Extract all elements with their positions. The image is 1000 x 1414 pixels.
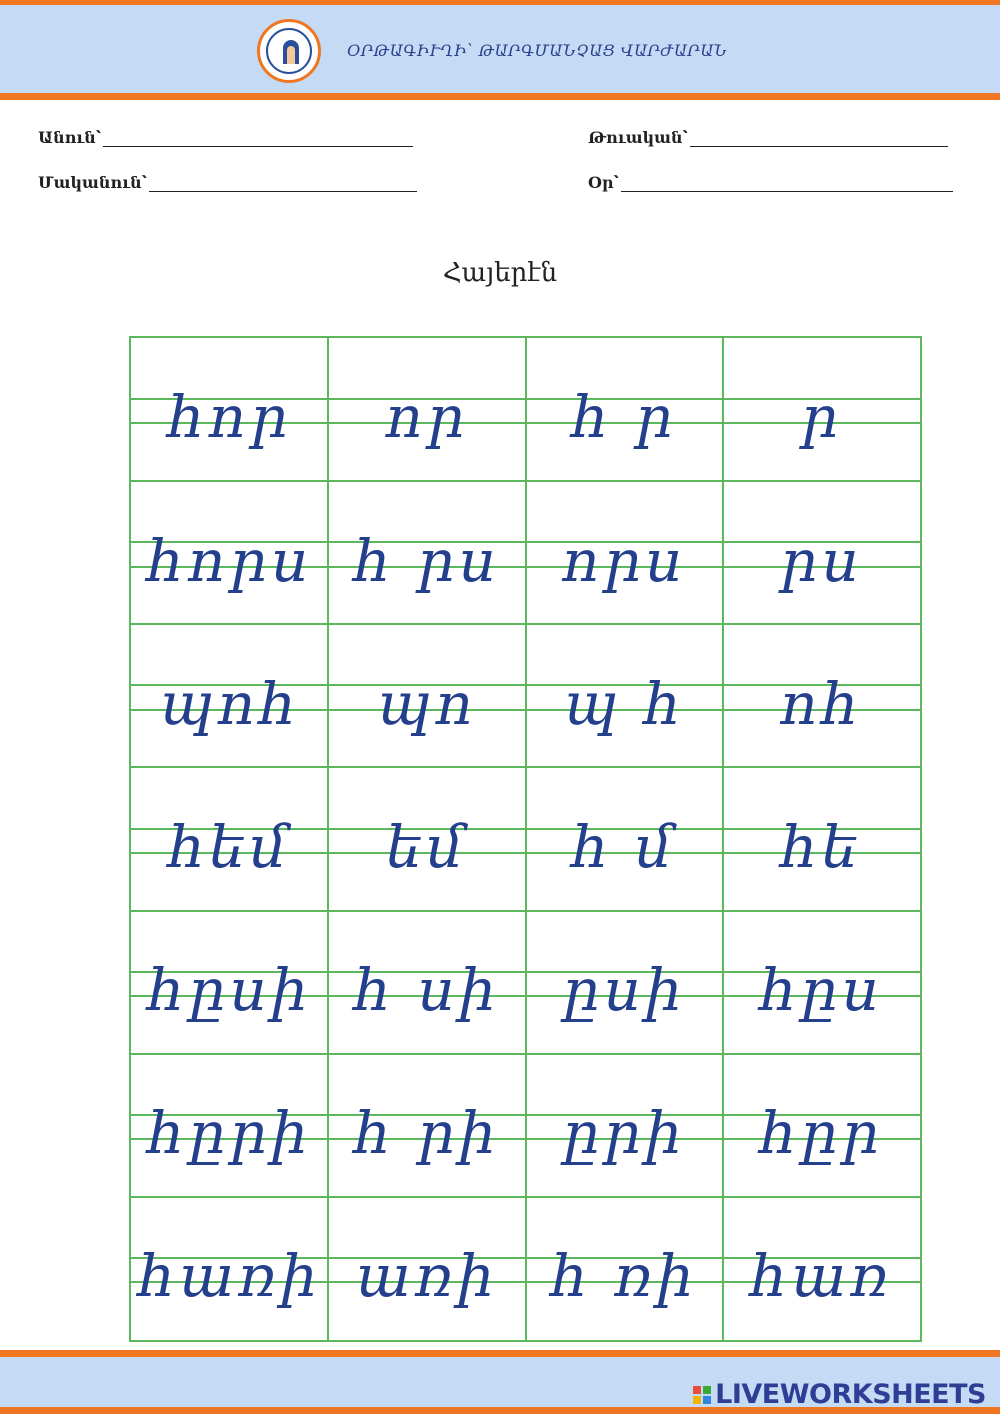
- letter-cell: հ րի: [354, 1099, 500, 1168]
- letter-cell: հե: [780, 812, 863, 881]
- letter-cell: ոհ: [780, 669, 863, 738]
- letter-cell: հ մ: [571, 812, 677, 881]
- writing-grid: [129, 336, 922, 1342]
- letter-cell: հորս: [147, 526, 313, 595]
- letter-cell: րս: [780, 526, 863, 595]
- letter-cell: հ ռի: [551, 1242, 698, 1311]
- brand-text: LIVEWORKSHEETS: [715, 1379, 986, 1410]
- footer-band: [0, 1350, 1000, 1414]
- liveworksheets-logo-icon: [693, 1386, 711, 1404]
- letter-cell: հառի: [138, 1242, 322, 1311]
- letter-cell: եմ: [385, 812, 468, 881]
- date-label: Թուական՝: [588, 128, 688, 147]
- name-input-line[interactable]: [103, 131, 413, 147]
- letter-cell: պոհ: [159, 669, 301, 738]
- day-input-line[interactable]: [621, 176, 953, 192]
- letter-cell: հըրի: [147, 1099, 312, 1168]
- letter-cell: առի: [355, 1242, 498, 1311]
- letter-cell: որ: [385, 383, 469, 452]
- letter-cell: հ ր: [571, 383, 677, 452]
- surname-field[interactable]: [38, 173, 417, 192]
- date-input-line[interactable]: [690, 131, 948, 147]
- row-divider: [131, 1053, 920, 1055]
- letter-cell: հառ: [750, 1242, 893, 1311]
- row-divider: [131, 910, 920, 912]
- header-band: [0, 0, 1000, 100]
- letter-cell: ր: [800, 383, 843, 452]
- school-seal-icon: [257, 19, 321, 83]
- row-divider: [131, 480, 920, 482]
- liveworksheets-brand[interactable]: [693, 1379, 986, 1410]
- page-title: Հայերէն: [442, 258, 558, 288]
- letter-cell: հոր: [167, 383, 292, 452]
- school-name: ՕՐԹԱԳԻՒՂԻ՝ ԹԱՐԳՄԱՆՉԱՑ ՎԱՐԺԱՐԱՆ: [347, 41, 727, 60]
- date-field[interactable]: [588, 128, 948, 147]
- letter-cell: պո: [376, 669, 477, 738]
- letter-cell: պ հ: [563, 669, 686, 738]
- row-divider: [131, 766, 920, 768]
- letter-cell: հ սի: [354, 956, 500, 1024]
- letter-cell: ըսի: [562, 956, 686, 1024]
- surname-input-line[interactable]: [149, 176, 417, 192]
- letter-cell: ըրի: [562, 1099, 686, 1168]
- letter-cell: հըր: [759, 1099, 883, 1168]
- letter-cell: հըս: [759, 956, 883, 1024]
- row-divider: [131, 1196, 920, 1198]
- letter-cell: հ րս: [353, 526, 500, 595]
- day-field[interactable]: [588, 173, 953, 192]
- surname-label: Մականուն՝: [38, 173, 147, 192]
- letter-cell: հըսի: [147, 956, 312, 1024]
- day-label: Օր՝: [588, 173, 619, 192]
- name-field[interactable]: [38, 128, 413, 147]
- letter-cell: որս: [561, 526, 687, 595]
- name-label: Անուն՝: [38, 128, 101, 147]
- letter-cell: հեմ: [168, 812, 291, 881]
- row-divider: [131, 623, 920, 625]
